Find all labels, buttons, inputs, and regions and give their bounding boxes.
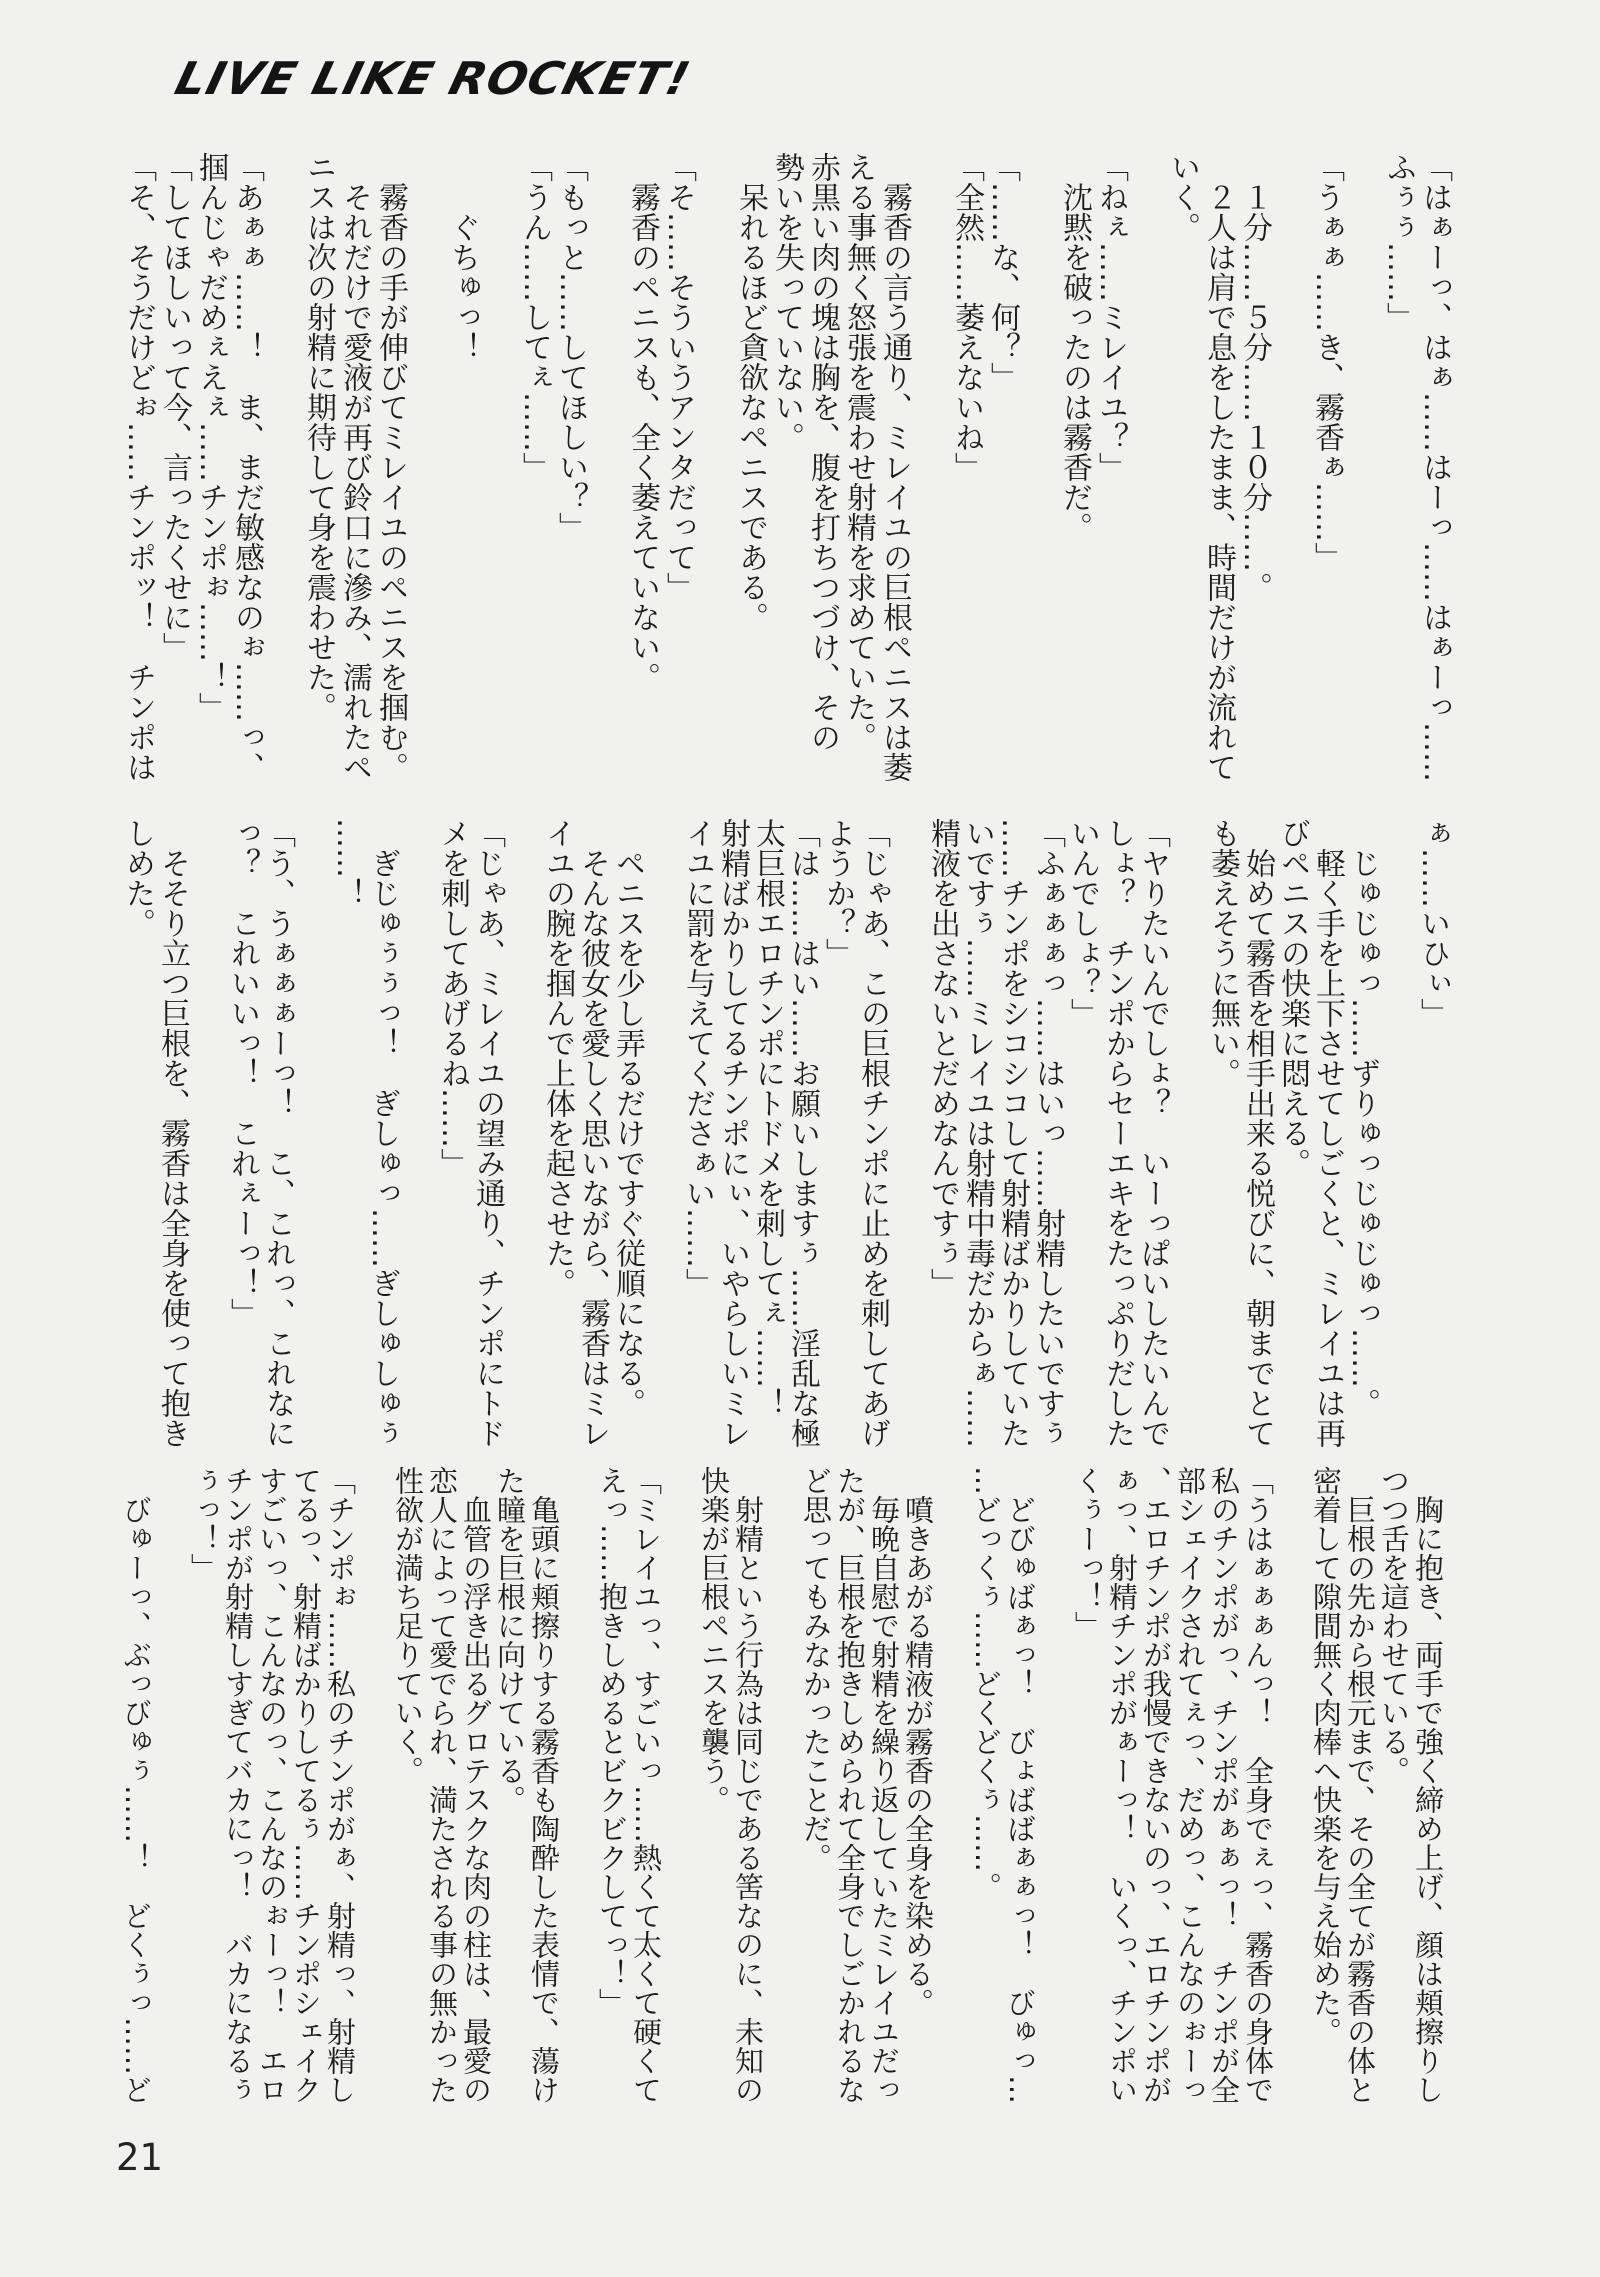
text-column: 「じゃあ、ミレイユの望み通り、チンポにトド <box>470 818 505 1448</box>
text-column: 呆れるほど貪欲なペニスである。 <box>733 152 768 632</box>
text-column: ぐちゅっ！ <box>445 152 480 362</box>
column-gap <box>1275 1466 1309 2128</box>
text-column: 掴んじゃだめぇえぇ……チンポぉ……！」 <box>193 152 228 722</box>
text-column: 霧香のペニスも、全く萎えていない。 <box>625 152 660 692</box>
text-column: いく。 <box>1165 152 1200 242</box>
text-column: しめた。 <box>120 818 155 938</box>
text-column: た瞳を巨根に向けている。 <box>493 1466 527 1814</box>
text-column: それだけで愛液が再び鈴口に滲み、濡れたペ <box>337 152 372 782</box>
text-column: 巨根の先から根元まで、その全てが霧香の体と <box>1343 1466 1377 2104</box>
text-column: イユに罰を与えてくださぁい……」 <box>680 818 715 1298</box>
column-gap <box>190 818 225 1468</box>
column-gap <box>645 818 680 1468</box>
text-column: すごいっ、こんなのっ、こんなのぉーっ！ エロ <box>255 1466 289 2104</box>
text-column: 霧香の言う通り、ミレイユの巨根ペニスは萎 <box>877 152 912 782</box>
text-column: たが、巨根を抱きしめられて全身でしごかれるな <box>833 1466 867 2104</box>
column-gap <box>1344 152 1380 800</box>
column-gap <box>505 818 540 1468</box>
text-column: いんでしょ？」 <box>1065 818 1100 1028</box>
text-column: 勢いを失っていない。 <box>769 152 804 452</box>
text-column: 太巨根エロチンポにトドメを刺してぇ……！ <box>750 818 785 1418</box>
page-number: 21 <box>116 2136 164 2179</box>
text-column: びゅーっ、ぶっびゅぅ……！ どくぅっ……ど <box>119 1466 153 2104</box>
text-column: そんな彼女を愛しく思いながら、霧香はミレ <box>575 818 610 1448</box>
column-gap <box>890 818 925 1468</box>
text-column: えっ……抱きしめるとビクビクしてっ！」 <box>595 1466 629 2017</box>
text-column: ……！ <box>330 818 365 908</box>
text-column: 「うぁぁ……き、霧香ぁ……」 <box>1309 152 1344 572</box>
column-gap <box>912 152 948 800</box>
text-column: 軽く手を上下させてしごくと、ミレイユは再 <box>1310 818 1345 1448</box>
text-column: 霧香の手が伸びてミレイユのペニスを掴む。 <box>373 152 408 782</box>
column-gap <box>408 152 444 800</box>
text-column: 部シェイクされてぇっ、だめっ、こんなのぉーっ <box>1173 1466 1207 2104</box>
text-column: ぁっ、射精チンポがぁーっ！ いくっ、チンポい <box>1105 1466 1139 2104</box>
column-gap <box>400 818 435 1468</box>
column-gap <box>1128 152 1164 800</box>
text-column: 血管の浮き出るグロテスクな肉の柱は、最愛の <box>459 1466 493 2104</box>
text-column: 快楽が巨根ペニスを襲う。 <box>697 1466 731 1814</box>
column-gap <box>561 1466 595 2128</box>
text-column: 「ミレイユっ、すごいっ……熱くて太くて硬くて <box>629 1466 663 2104</box>
text-column: ２人は肩で息をしたまま、時間だけが流れて <box>1201 152 1236 782</box>
vertical-text-band-middle <box>120 818 1450 1468</box>
column-gap <box>935 1466 969 2128</box>
text-column: 「そ、そうだけどぉ……チンポッ！ チンポは <box>121 152 156 782</box>
text-column: メを刺してあげるね……」 <box>435 818 470 1178</box>
vertical-text-band-bottom <box>119 1466 1445 2128</box>
text-column: っ？ これいいっ！ これぇーっ！」 <box>225 818 260 1328</box>
text-column: つつ舌を這わせている。 <box>1377 1466 1411 1785</box>
text-column: 「ねぇ……ミレイユ？」 <box>1093 152 1128 482</box>
text-column: 「チンポぉ……私のチンポがぁ、射精っ、射精し <box>323 1466 357 2104</box>
text-column: …どっくぅ……どくどくぅ……。 <box>969 1466 1003 1901</box>
text-column: ニスは次の射精に期待して身を震わせた。 <box>301 152 336 722</box>
text-column: 毎晩自慰で射精を繰り返していたミレイユだっ <box>867 1466 901 2104</box>
text-column: える事無く怒張を震わせ射精を求めていた。 <box>841 152 876 752</box>
text-column: 沈黙を破ったのは霧香だ。 <box>1057 152 1092 542</box>
text-column: しょ？ チンポからセーエキをたっぷりだした <box>1100 818 1135 1448</box>
text-column: も萎えそうに無い。 <box>1205 818 1240 1088</box>
text-column: 「う、うぁぁぁーっ！ こ、これっ、これなに <box>260 818 295 1448</box>
text-column: ようか？」 <box>820 818 855 968</box>
text-column: 密着して隙間無く肉棒へ快楽を与え始めた。 <box>1309 1466 1343 2046</box>
text-column: そそり立つ巨根を、霧香は全身を使って抱き <box>155 818 190 1448</box>
text-column: ぁ……いひぃ」 <box>1415 818 1450 1028</box>
column-gap <box>357 1466 391 2128</box>
text-column: １分……５分……１０分……。 <box>1237 152 1272 602</box>
text-column: 始めて霧香を相手出来る悦びに、朝までとて <box>1240 818 1275 1448</box>
text-column: イユの腕を掴んで上体を起させた。 <box>540 818 575 1298</box>
text-column: じゅじゅっ……ずりゅっじゅじゅっ……。 <box>1345 818 1380 1418</box>
column-gap <box>1170 818 1205 1468</box>
text-column: 恋人によって愛でられ、満たされる事の無かった <box>425 1466 459 2104</box>
text-column: 「ヤりたいんでしょ？ いーっぱいしたいんで <box>1135 818 1170 1448</box>
column-gap <box>1272 152 1308 800</box>
column-gap <box>765 1466 799 2128</box>
text-column: 噴きあがる精液が霧香の全身を染める。 <box>901 1466 935 2017</box>
text-column: 「うはぁぁぁんっ！ 全身でぇっ、霧香の身体で <box>1241 1466 1275 2104</box>
text-column: ふぅぅ……」 <box>1381 152 1416 332</box>
column-gap <box>1037 1466 1071 2128</box>
text-column: 「全然……萎えないね」 <box>949 152 984 482</box>
text-column: どびゅばぁっ！ びょばばぁぁっ！ びゅっ… <box>1003 1466 1037 2104</box>
text-column: 精液を出さないとだめなんですぅ」 <box>925 818 960 1298</box>
page-title: LIVE LIKE ROCKET! <box>170 52 697 105</box>
text-column: びペニスの快楽に悶える。 <box>1275 818 1310 1178</box>
text-column: 赤黒い肉の塊は胸を、腹を打ちつづけ、その <box>805 152 840 752</box>
text-column: 「ふぁぁぁっ……はいっ……射精したいですぅ <box>1030 818 1065 1448</box>
column-gap <box>588 152 624 800</box>
text-column: 胸に抱き、両手で強く締め上げ、顔は頬擦りし <box>1411 1466 1445 2104</box>
text-column: ……チンポをシコシコして射精ばかりしていた <box>995 818 1030 1448</box>
text-column: 亀頭に頬擦りする霧香も陶酔した表情で、蕩け <box>527 1466 561 2104</box>
vertical-text-band-top <box>120 152 1452 800</box>
text-column: 「うん……してぇ……」 <box>517 152 552 482</box>
text-column: 性欲が満ち足りていく。 <box>391 1466 425 1785</box>
column-gap <box>153 1466 187 2128</box>
text-column: ぎじゅぅぅっ！ ぎしゅっ……ぎしゅしゅぅ <box>365 818 400 1448</box>
text-column: 「は……はい……お願いしますぅ……淫乱な極 <box>785 818 820 1448</box>
text-column: ぅっ！」 <box>187 1466 221 1582</box>
text-column: 「……な、何？」 <box>985 152 1020 392</box>
column-gap <box>696 152 732 800</box>
text-column: 私のチンポがっ、チンポがぁぁっ！ チンポが全 <box>1207 1466 1241 2104</box>
text-column: ど思ってもみなかったことだ。 <box>799 1466 833 1872</box>
text-column: 「じゃあ、この巨根チンポに止めを刺してあげ <box>855 818 890 1448</box>
column-gap <box>1380 818 1415 1468</box>
column-gap <box>264 152 300 800</box>
text-column: 「あぁぁ……！ ま、まだ敏感なのぉ……っ、 <box>229 152 264 782</box>
text-column: ペニスを少し弄るだけですぐ従順になる。 <box>610 818 645 1418</box>
text-column: 「はぁーっ、はぁ……はーっ……はぁーっ…… <box>1417 152 1452 782</box>
text-column: いですぅ……ミレイユは射精中毒だからぁ…… <box>960 818 995 1448</box>
column-gap <box>1020 152 1056 800</box>
text-column: 、エロチンポが我慢できないのっ、エロチンポが <box>1139 1466 1173 2104</box>
text-column: 「してほしいって今、言ったくせに」 <box>157 152 192 662</box>
text-column: 「もっと……してほしい？」 <box>553 152 588 542</box>
text-column: 「そ……そういうアンタだって」 <box>661 152 696 602</box>
column-gap <box>480 152 516 800</box>
column-gap <box>295 818 330 1468</box>
text-column: チンポが射精しすぎてバカにっ！ バカになるぅ <box>221 1466 255 2104</box>
column-gap <box>663 1466 697 2128</box>
text-column: 射精ばかりしてるチンポにぃ、いやらしいミレ <box>715 818 750 1448</box>
text-column: くぅーっ！」 <box>1071 1466 1105 1640</box>
text-column: 射精という行為は同じである筈なのに、未知の <box>731 1466 765 2104</box>
text-column: てるっ、射精ばかりしてるぅ……チンポシェイク <box>289 1466 323 2104</box>
